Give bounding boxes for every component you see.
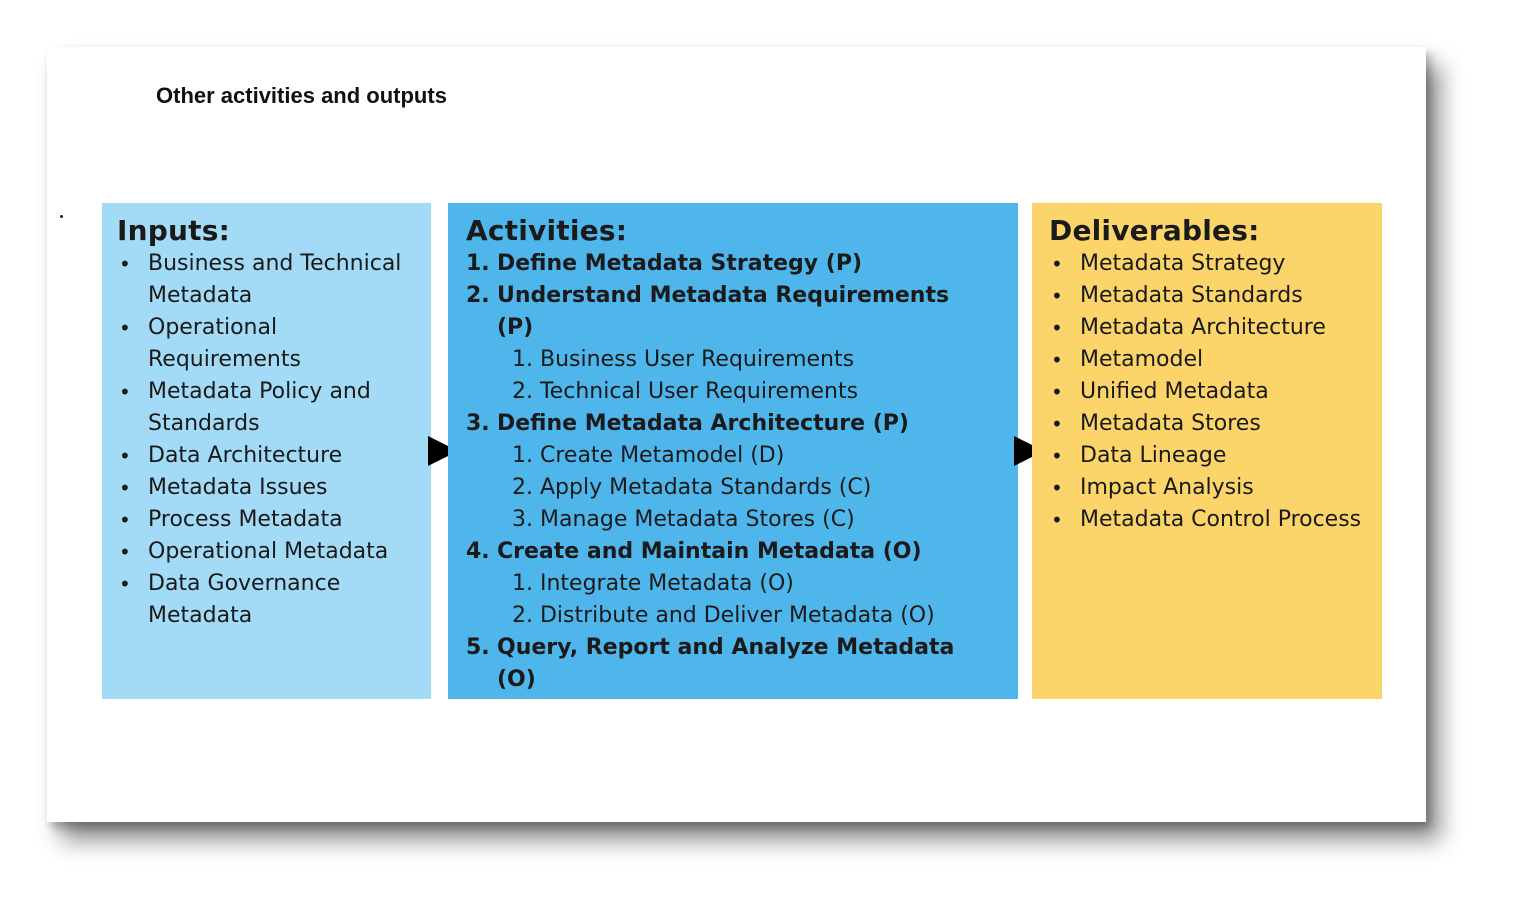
bullet-icon: • <box>1051 252 1063 276</box>
activity-label: (P) <box>497 315 534 340</box>
slide-title: Other activities and outputs <box>156 83 447 108</box>
bullet-icon: • <box>119 476 131 500</box>
activities-list <box>466 248 1018 696</box>
deliverable-item-text: Metadata Architecture <box>1080 315 1326 340</box>
bullet-icon: • <box>119 252 131 276</box>
sub-activity-list <box>497 344 1018 408</box>
bullet-icon: • <box>119 540 131 564</box>
activity-label: (O) <box>497 667 536 692</box>
sub-activity-item: 1. Integrate Metadata (O) <box>512 571 794 596</box>
input-item <box>117 504 431 536</box>
input-item <box>117 440 431 472</box>
input-item-text: Data Governance <box>148 571 341 596</box>
deliverable-item-text: Unified Metadata <box>1080 379 1269 404</box>
sub-activity-item: 1. Create Metamodel (D) <box>512 443 785 468</box>
deliverable-item <box>1049 504 1382 536</box>
activity-item <box>466 248 1018 280</box>
activity-number: 2. <box>466 283 490 308</box>
input-item-text: Operational Metadata <box>148 539 389 564</box>
activity-number: 3. <box>466 411 490 436</box>
sub-activity-list <box>497 440 1018 536</box>
input-item-text: Requirements <box>148 347 301 372</box>
slide <box>47 47 1426 822</box>
activity-label: Understand Metadata Requirements <box>497 283 950 308</box>
deliverables-panel <box>1032 203 1382 699</box>
stray-dot <box>60 215 63 218</box>
activity-label: Define Metadata Strategy (P) <box>497 251 862 276</box>
deliverable-item-text: Metadata Strategy <box>1080 251 1286 276</box>
bullet-icon: • <box>119 316 131 340</box>
input-item-text: Metadata <box>148 283 253 308</box>
deliverable-item-text: Metamodel <box>1080 347 1204 372</box>
deliverable-item <box>1049 248 1382 280</box>
input-item-text: Metadata Issues <box>148 475 328 500</box>
activity-number: 1. <box>466 251 490 276</box>
deliverable-item-text: Metadata Stores <box>1080 411 1261 436</box>
deliverable-item <box>1049 344 1382 376</box>
deliverable-item <box>1049 312 1382 344</box>
activities-heading: Activities: <box>466 214 628 247</box>
bullet-icon: • <box>119 508 131 532</box>
sub-activity-item: 3. Manage Metadata Stores (C) <box>512 507 855 532</box>
bullet-icon: • <box>1051 412 1063 436</box>
sub-activity-item: 2. Technical User Requirements <box>512 379 859 404</box>
activity-label: Query, Report and Analyze Metadata <box>497 635 955 660</box>
bullet-icon: • <box>119 444 131 468</box>
bullet-icon: • <box>1051 508 1063 532</box>
input-item-text: Metadata <box>148 603 253 628</box>
bullet-icon: • <box>119 572 131 596</box>
activity-label: Define Metadata Architecture (P) <box>497 411 909 436</box>
sub-activity-list <box>497 568 1018 632</box>
activity-item <box>466 408 1018 536</box>
deliverable-item-text: Metadata Control Process <box>1080 507 1362 532</box>
inputs-list <box>117 248 431 632</box>
activity-number: 5. <box>466 635 490 660</box>
bullet-icon: • <box>1051 284 1063 308</box>
bullet-icon: • <box>1051 348 1063 372</box>
deliverable-item <box>1049 280 1382 312</box>
activities-panel <box>448 203 1018 699</box>
inputs-panel <box>102 203 431 699</box>
input-item <box>117 472 431 504</box>
input-item-text: Business and Technical <box>148 251 402 276</box>
activity-item <box>466 632 1018 696</box>
input-item <box>117 248 431 312</box>
sub-activity-item: 2. Apply Metadata Standards (C) <box>512 475 872 500</box>
deliverable-item-text: Metadata Standards <box>1080 283 1303 308</box>
input-item <box>117 376 431 440</box>
bullet-icon: • <box>119 380 131 404</box>
deliverable-item <box>1049 408 1382 440</box>
deliverable-item-text: Data Lineage <box>1080 443 1227 468</box>
bullet-icon: • <box>1051 380 1063 404</box>
bullet-icon: • <box>1051 476 1063 500</box>
activity-label: Create and Maintain Metadata (O) <box>497 539 922 564</box>
input-item-text: Metadata Policy and <box>148 379 371 404</box>
inputs-heading: Inputs: <box>117 214 230 247</box>
input-item-text: Data Architecture <box>148 443 343 468</box>
deliverable-item <box>1049 472 1382 504</box>
deliverable-item <box>1049 376 1382 408</box>
input-item <box>117 536 431 568</box>
deliverables-list <box>1049 248 1382 536</box>
input-item <box>117 568 431 632</box>
deliverable-item-text: Impact Analysis <box>1080 475 1254 500</box>
input-item-text: Process Metadata <box>148 507 343 532</box>
activity-number: 4. <box>466 539 490 564</box>
deliverable-item <box>1049 440 1382 472</box>
input-item-text: Operational <box>148 315 278 340</box>
deliverables-heading: Deliverables: <box>1049 214 1260 247</box>
activity-item <box>466 280 1018 408</box>
activity-item <box>466 536 1018 632</box>
bullet-icon: • <box>1051 444 1063 468</box>
sub-activity-item: 1. Business User Requirements <box>512 347 855 372</box>
bullet-icon: • <box>1051 316 1063 340</box>
input-item <box>117 312 431 376</box>
sub-activity-item: 2. Distribute and Deliver Metadata (O) <box>512 603 935 628</box>
input-item-text: Standards <box>148 411 260 436</box>
